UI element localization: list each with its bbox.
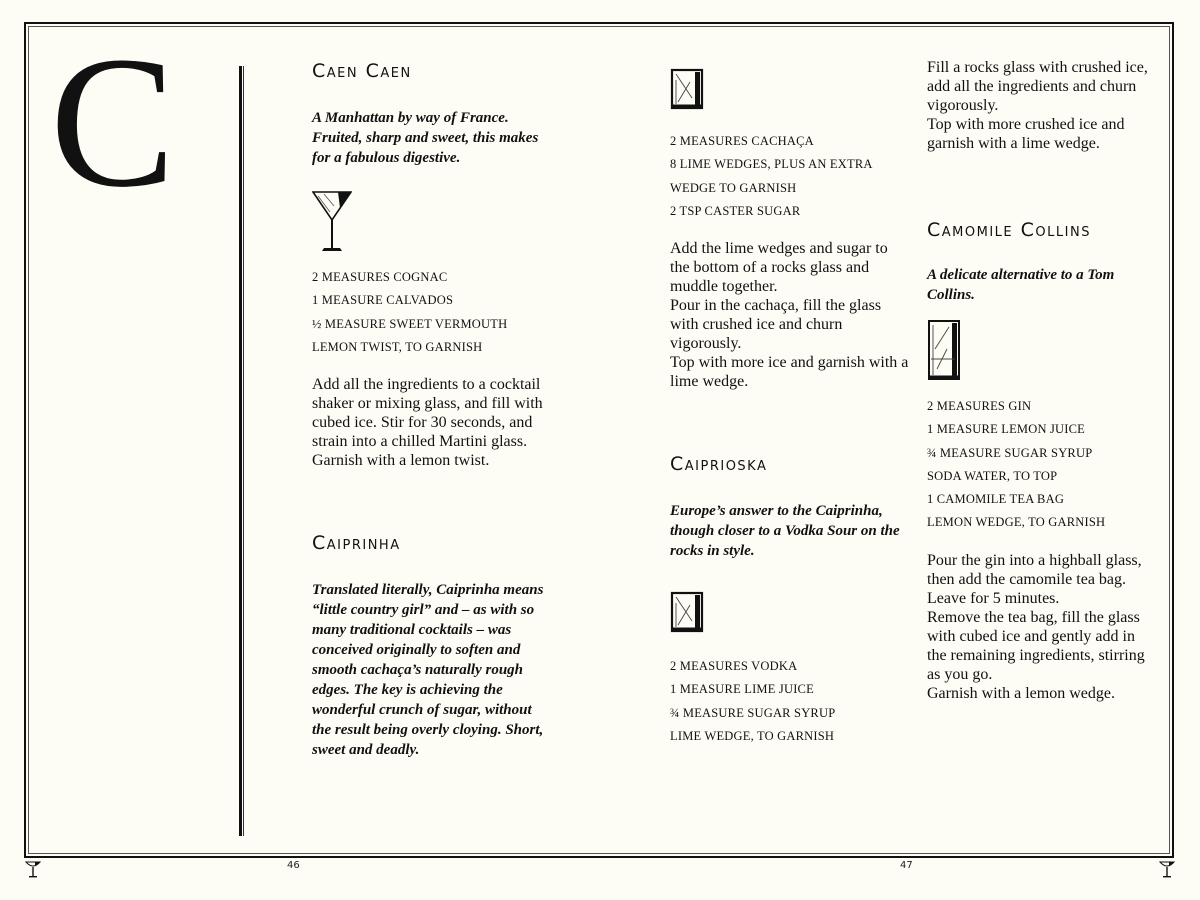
recipe-title: Camomile Collins (927, 219, 1091, 241)
method-step: Add the lime wedges and sugar to the bottom of a rocks glass and muddle together. (670, 240, 888, 296)
ingredient: LEMON WEDGE, TO GARNISH (927, 515, 1106, 530)
recipe-method (927, 58, 1157, 153)
ingredient: ½ MEASURE SWEET VERMOUTH (312, 316, 508, 331)
method-step: Fill a rocks glass with crushed ice, add all the ingredients and churn vigorously. (927, 59, 1148, 114)
coupe-glass-icon-left (25, 860, 41, 878)
highball-glass-icon (927, 319, 961, 381)
page-number-left: 46 (287, 860, 300, 871)
rocks-glass-icon (670, 591, 704, 633)
method-step: Leave for 5 minutes. (927, 589, 1060, 607)
ingredient: 2 TSP CASTER SUGAR (670, 203, 801, 218)
method-step: Top with more crushed ice and garnish with a lime wedge. (927, 116, 1125, 152)
recipe-camomile-collins (927, 219, 1157, 703)
method-step: Add all the ingredients to a cocktail shaker or mixing glass, and fill with cubed ice. Stir for 30 seconds, and strain into a chilled Martini glass. Garnish with a lemon twist. (312, 376, 543, 470)
ingredient: 1 MEASURE LIME JUICE (670, 682, 814, 697)
ingredient: 8 LIME WEDGES, PLUS AN EXTRA (670, 157, 873, 172)
coupe-glass-icon-right (1159, 860, 1175, 878)
recipe-method (312, 375, 552, 470)
recipe-caiprioska-continued (927, 58, 1157, 153)
ingredient-list (312, 266, 552, 359)
ingredient-list (670, 655, 910, 748)
ingredient-list (670, 130, 910, 223)
ingredient: WEDGE TO GARNISH (670, 180, 797, 195)
method-step: Garnish with a lemon wedge. (927, 684, 1115, 702)
recipe-title: Caiprioska (670, 453, 768, 476)
recipe-method (670, 239, 910, 391)
recipe-method (927, 551, 1157, 703)
column-left (312, 60, 552, 760)
recipe-caiprinha-continued (670, 68, 910, 391)
recipe-title: Caiprinha (312, 532, 401, 555)
method-step: Remove the tea bag, fill the glass with cubed ice and gently add in the remaining ingredients, stirring as you go. (927, 608, 1145, 683)
column-right (927, 58, 1157, 703)
rocks-glass-icon (670, 68, 704, 110)
ingredient: LEMON TWIST, TO GARNISH (312, 339, 483, 354)
ingredient: 2 MEASURES COGNAC (312, 270, 448, 284)
ingredient: SODA WATER, TO TOP (927, 468, 1058, 483)
recipe-intro: A delicate alternative to a Tom Collins. (927, 267, 1115, 303)
ingredient-list (927, 395, 1157, 535)
recipe-title: Caen Caen (312, 60, 412, 82)
ingredient: ¾ MEASURE SUGAR SYRUP (927, 445, 1093, 460)
ingredient: LIME WEDGE, TO GARNISH (670, 729, 835, 744)
recipe-caiprioska (670, 453, 910, 748)
column-middle (670, 68, 910, 748)
ingredient: 2 MEASURES GIN (927, 399, 1032, 413)
recipe-intro: Europe’s answer to the Caiprinha, though closer to a Vodka Sour on the rocks in style. (670, 503, 900, 560)
method-step: Top with more ice and garnish with a lime wedge. (670, 354, 909, 391)
method-step: Pour in the cachaça, fill the glass with crushed ice and churn vigorously. (670, 297, 882, 353)
ingredient: 1 MEASURE LEMON JUICE (927, 422, 1086, 437)
section-divider (239, 66, 245, 836)
ingredient: 1 MEASURE CALVADOS (312, 293, 454, 308)
recipe-caiprinha (312, 532, 552, 760)
martini-glass-icon (312, 190, 352, 254)
ingredient: 1 CAMOMILE TEA BAG (927, 492, 1065, 507)
recipe-intro: A Manhattan by way of France. Fruited, sharp and sweet, this makes for a fabulous digestive. (312, 110, 539, 166)
recipe-intro: Translated literally, Caiprinha means “little country girl” and – as with so many traditional cocktails – was conceived originally to soften and smooth cachaça’s naturally rough edges. The key is achieving the wonderful crunch of sugar, without the result being overly cloying. Short, sweet and deadly. (312, 582, 544, 759)
page-number-right: 47 (900, 860, 913, 871)
recipe-caen-caen (312, 60, 552, 470)
section-letter: C (50, 17, 176, 226)
ingredient: 2 MEASURES VODKA (670, 659, 798, 674)
ingredient: 2 MEASURES CACHAÇA (670, 134, 814, 148)
ingredient: ¾ MEASURE SUGAR SYRUP (670, 705, 836, 720)
method-step: Pour the gin into a highball glass, then add the camomile tea bag. (927, 551, 1142, 588)
